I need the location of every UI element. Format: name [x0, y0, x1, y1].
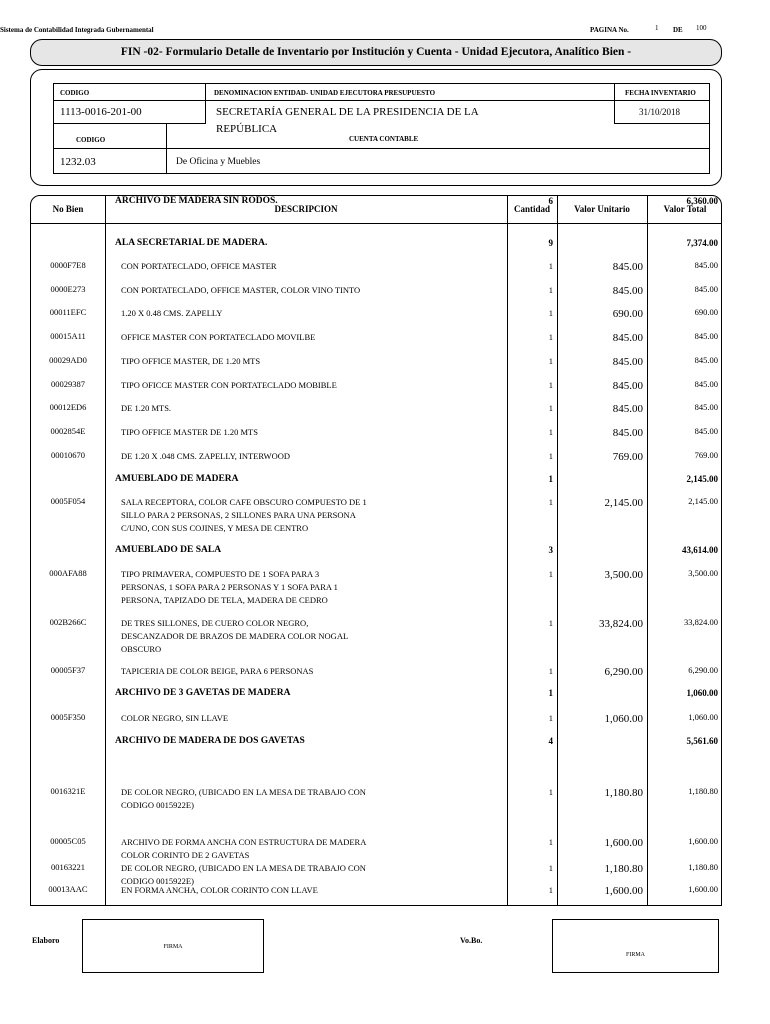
descripcion-line: TIPO OFFICE MASTER, DE 1.20 MTS [121, 356, 261, 366]
page-total: 100 [696, 24, 707, 32]
descripcion [121, 450, 421, 463]
category-name: ARCHIVO DE MADERA SIN RODOS. [115, 196, 278, 206]
valor-unitario: 845.00 [612, 403, 643, 415]
descripcion [121, 884, 421, 897]
info-section [30, 69, 722, 186]
cuenta-code-cell [53, 148, 167, 174]
entidad-value-line2: REPÚBLICA [216, 123, 278, 135]
cantidad: 1 [548, 618, 553, 628]
descripcion-line: CODIGO 0015922E) [121, 876, 194, 886]
no-bien: 000AFA88 [49, 568, 87, 578]
no-bien: 00012ED6 [49, 402, 87, 412]
valor-total: 845.00 [694, 402, 718, 412]
descripcion [121, 836, 421, 862]
descripcion-line: DE 1.20 X .048 CMS. ZAPELLY, INTERWOOD [121, 451, 290, 461]
descripcion [121, 284, 421, 297]
signature-box-elaboro [82, 919, 264, 973]
form-title: FIN -02- Formulario Detalle de Inventario por Institución y Cuenta - Unidad Ejecutora, Analítico Bien - [30, 39, 722, 66]
fecha-label-cell [614, 83, 710, 101]
page-number: 1 [655, 24, 659, 32]
cantidad: 1 [548, 666, 553, 676]
firma-label-2: FIRMA [625, 952, 645, 958]
no-bien: 00013AAC [48, 884, 88, 894]
cantidad: 1 [548, 885, 553, 895]
valor-total: 6,360.00 [686, 196, 718, 206]
col-valor-unitario: Valor Unitario [574, 204, 630, 214]
codigo-label: CODIGO [60, 89, 90, 97]
of-label: DE [673, 26, 683, 34]
descripcion-line: DESCANZADOR DE BRAZOS DE MADERA COLOR NOGAL [121, 631, 349, 641]
descripcion [121, 426, 421, 439]
valor-unitario: 1,600.00 [604, 885, 643, 897]
col-no-bien: No Bien [52, 204, 84, 214]
fecha-label: FECHA INVENTARIO [625, 89, 696, 97]
descripcion-line: CON PORTATECLADO, OFFICE MASTER [121, 261, 277, 271]
cantidad: 1 [548, 356, 553, 366]
valor-total: 845.00 [694, 355, 718, 365]
codigo-value: 1113-0016-201-00 [60, 106, 142, 118]
valor-unitario: 845.00 [612, 285, 643, 297]
col-valor-total: Valor Total [663, 204, 707, 214]
valor-total: 690.00 [694, 307, 718, 317]
signature-box-vobo [552, 919, 719, 973]
firma-label-1: FIRMA [163, 944, 183, 950]
valor-total: 845.00 [694, 284, 718, 294]
no-bien: 00005C05 [50, 836, 86, 846]
valor-unitario: 1,180.80 [604, 863, 643, 875]
fecha-value: 31/10/2018 [639, 107, 681, 117]
descripcion [121, 402, 421, 415]
entidad-value: SECRETARÍA GENERAL DE LA PRESIDENCIA DE LA [216, 106, 479, 118]
descripcion [121, 568, 421, 607]
valor-unitario: 3,500.00 [604, 569, 643, 581]
descripcion [121, 379, 421, 392]
cantidad: 1 [548, 451, 553, 461]
no-bien: 0000E273 [50, 284, 86, 294]
valor-total: 2,145.00 [686, 474, 718, 484]
valor-total: 1,060.00 [686, 688, 718, 698]
cantidad: 1 [548, 787, 553, 797]
valor-unitario: 769.00 [612, 451, 643, 463]
valor-total: 7,374.00 [686, 238, 718, 248]
descripcion [121, 307, 421, 320]
valor-total: 1,180.80 [688, 786, 718, 796]
cantidad: 4 [548, 736, 553, 746]
descripcion-line: DE COLOR NEGRO, (UBICADO EN LA MESA DE TRABAJO CON [121, 787, 366, 797]
cantidad: 1 [548, 261, 553, 271]
descripcion [121, 617, 421, 656]
valor-unitario: 1,180.80 [604, 787, 643, 799]
codigo-label-cell [53, 83, 206, 101]
descripcion-line: OFFICE MASTER CON PORTATECLADO MOVILBE [121, 332, 316, 342]
descripcion-line: TIPO PRIMAVERA, COMPUESTO DE 1 SOFA PARA 3 [121, 569, 320, 579]
valor-total: 845.00 [694, 379, 718, 389]
cantidad: 9 [548, 238, 553, 248]
valor-unitario: 2,145.00 [604, 497, 643, 509]
cantidad: 1 [548, 403, 553, 413]
cantidad: 1 [548, 688, 553, 698]
descripcion-line: SILLO PARA 2 PERSONAS, 2 SILLONES PARA UNA PERSONA [121, 510, 356, 520]
fecha-value-cell [614, 100, 710, 124]
descripcion [121, 331, 421, 344]
category-name: ARCHIVO DE MADERA DE DOS GAVETAS [115, 736, 305, 746]
cantidad: 1 [548, 427, 553, 437]
valor-unitario: 845.00 [612, 332, 643, 344]
no-bien: 002B266C [49, 617, 87, 627]
elaboro-label: Elaboro [32, 936, 60, 945]
valor-total: 845.00 [694, 426, 718, 436]
cantidad: 1 [548, 569, 553, 579]
cuenta-label-cell [166, 123, 710, 149]
valor-unitario: 845.00 [612, 380, 643, 392]
cantidad: 1 [548, 863, 553, 873]
cuenta-desc: De Oficina y Muebles [176, 157, 261, 167]
descripcion-line: CODIGO 0015922E) [121, 800, 194, 810]
valor-total: 769.00 [694, 450, 718, 460]
valor-total: 33,824.00 [684, 617, 718, 627]
descripcion-line: OBSCURO [121, 644, 162, 654]
valor-unitario: 845.00 [612, 356, 643, 368]
descripcion [121, 665, 421, 678]
valor-total: 845.00 [694, 331, 718, 341]
descripcion-line: SALA RECEPTORA, COLOR CAFE OBSCURO COMPUESTO DE 1 [121, 497, 367, 507]
descripcion-line: COLOR NEGRO, SIN LLAVE [121, 713, 229, 723]
valor-total: 3,500.00 [688, 568, 718, 578]
valor-total: 43,614.00 [682, 545, 718, 555]
entidad-label-cell [205, 83, 615, 101]
inventory-table [30, 195, 722, 906]
entidad-value-cell [205, 100, 615, 124]
valor-unitario: 33,824.00 [599, 618, 643, 630]
descripcion-line: ARCHIVO DE FORMA ANCHA CON ESTRUCTURA DE MADERA [121, 837, 367, 847]
cantidad: 1 [548, 497, 553, 507]
valor-total: 1,600.00 [688, 884, 718, 894]
cantidad: 1 [548, 837, 553, 847]
valor-total: 1,180.80 [688, 862, 718, 872]
no-bien: 00005F37 [50, 665, 86, 675]
valor-total: 5,561.60 [686, 736, 718, 746]
report-header [0, 24, 770, 36]
descripcion-line: CON PORTATECLADO, OFFICE MASTER, COLOR VINO TINTO [121, 285, 361, 295]
valor-unitario: 1,060.00 [604, 713, 643, 725]
valor-total: 845.00 [694, 260, 718, 270]
codigo2-label-cell [53, 123, 167, 149]
valor-unitario: 845.00 [612, 427, 643, 439]
descripcion-line: PERSONAS, 1 SOFA PARA 2 PERSONAS Y 1 SOFA PARA 1 [121, 582, 338, 592]
no-bien: 0005F350 [50, 712, 86, 722]
valor-unitario: 6,290.00 [604, 666, 643, 678]
descripcion-line: TIPO OFFICE MASTER DE 1.20 MTS [121, 427, 258, 437]
descripcion [121, 355, 421, 368]
descripcion-line: EN FORMA ANCHA, COLOR CORINTO CON LLAVE [121, 885, 318, 895]
system-name: Sistema de Contabilidad Integrada Gubernamental [0, 26, 154, 34]
no-bien: 00029387 [51, 379, 85, 389]
cantidad: 1 [548, 332, 553, 342]
no-bien: 00010670 [51, 450, 85, 460]
valor-unitario: 690.00 [612, 308, 643, 320]
no-bien: 00011EFC [49, 307, 87, 317]
no-bien: 00163221 [51, 862, 85, 872]
descripcion [121, 260, 421, 273]
no-bien: 0000F7E8 [50, 260, 86, 270]
vobo-label: Vo.Bo. [460, 936, 483, 945]
page-label: PAGINA No. [590, 26, 629, 34]
descripcion-line: PERSONA, TAPIZADO DE TELA, MADERA DE CEDRO [121, 595, 328, 605]
descripcion-line: TAPICERIA DE COLOR BEIGE, PARA 6 PERSONAS [121, 666, 314, 676]
cantidad: 1 [548, 474, 553, 484]
descripcion-line: DE COLOR NEGRO, (UBICADO EN LA MESA DE TRABAJO CON [121, 863, 366, 873]
descripcion [121, 496, 421, 535]
valor-total: 1,060.00 [688, 712, 718, 722]
descripcion-line: 1.20 X 0.48 CMS. ZAPELLY [121, 308, 223, 318]
valor-total: 6,290.00 [688, 665, 718, 675]
category-name: AMUEBLADO DE SALA [115, 545, 222, 555]
cuenta-code: 1232.03 [60, 156, 96, 168]
category-name: ARCHIVO DE 3 GAVETAS DE MADERA [115, 688, 291, 698]
cuenta-label: CUENTA CONTABLE [349, 135, 419, 143]
codigo2-label: CODIGO [76, 136, 106, 144]
descripcion-line: C/UNO, CON SUS COJINES, Y MESA DE CENTRO [121, 523, 309, 533]
no-bien: 0016321E [50, 786, 86, 796]
entidad-label: DENOMINACION ENTIDAD- UNIDAD EJECUTORA PRESUPUESTO [214, 89, 436, 97]
descripcion [121, 712, 421, 725]
cantidad: 1 [548, 285, 553, 295]
cuenta-desc-cell [166, 148, 710, 174]
category-name: AMUEBLADO DE MADERA [115, 474, 239, 484]
col-cantidad: Cantidad [513, 204, 550, 214]
no-bien: 00015A11 [50, 331, 86, 341]
cantidad: 6 [548, 196, 553, 206]
descripcion-line: TIPO OFICCE MASTER CON PORTATECLADO MOBIBLE [121, 380, 337, 390]
category-name: ALA SECRETARIAL DE MADERA. [115, 238, 268, 248]
descripcion [121, 786, 421, 812]
col-descripcion: DESCRIPCION [274, 204, 338, 214]
valor-total: 2,145.00 [688, 496, 718, 506]
cantidad: 1 [548, 380, 553, 390]
cantidad: 3 [548, 545, 553, 555]
valor-total: 1,600.00 [688, 836, 718, 846]
descripcion-line: DE TRES SILLONES, DE CUERO COLOR NEGRO, [121, 618, 309, 628]
descripcion-line: DE 1.20 MTS. [121, 403, 172, 413]
cantidad: 1 [548, 713, 553, 723]
no-bien: 00029AD0 [49, 355, 87, 365]
no-bien: 0005F054 [50, 496, 86, 506]
valor-unitario: 1,600.00 [604, 837, 643, 849]
valor-unitario: 845.00 [612, 261, 643, 273]
codigo-value-cell [53, 100, 206, 124]
no-bien: 0002854E [50, 426, 86, 436]
cantidad: 1 [548, 308, 553, 318]
descripcion-line: COLOR CORINTO DE 2 GAVETAS [121, 850, 250, 860]
